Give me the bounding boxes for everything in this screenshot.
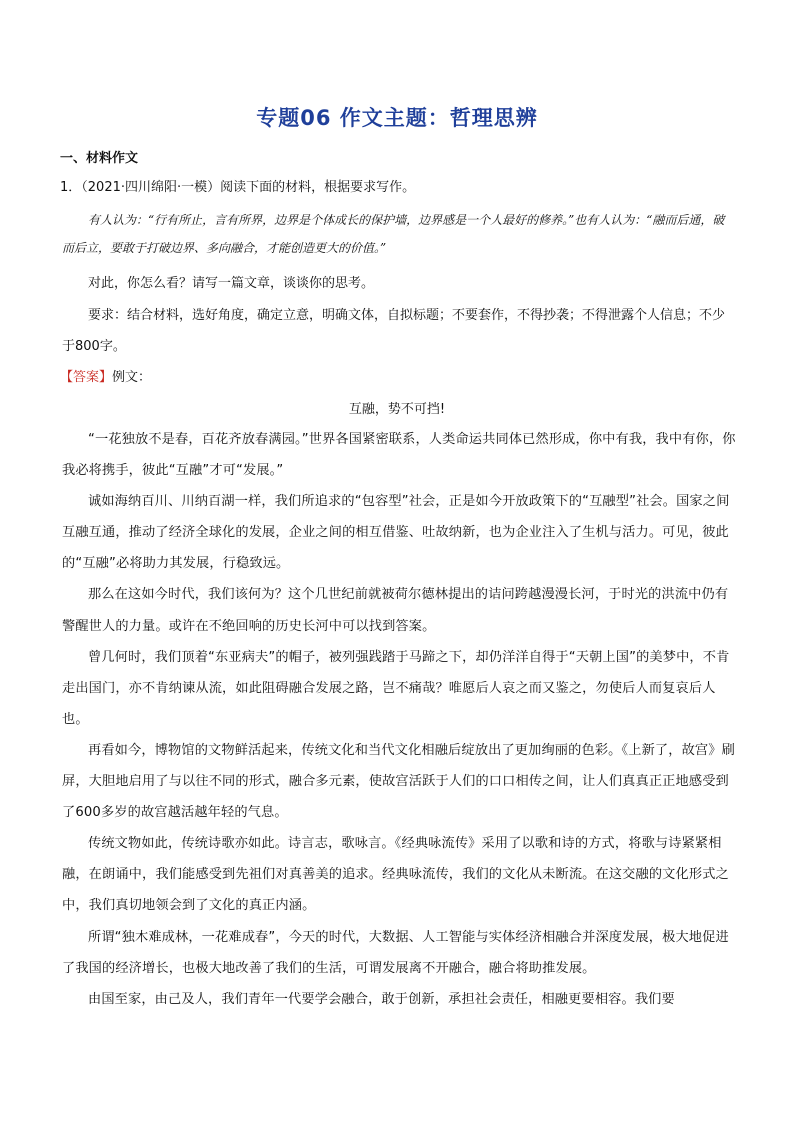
- answer-line: [60, 366, 151, 385]
- essay-title: 互融，势不可挡!: [348, 402, 446, 417]
- essay-paragraph: 那么在这如今时代，我们该何为？这个几世纪前就被荷尔德林提出的诘问跨越漫漫长河，于时光的洪流中仍有警醒世人的力量。或许在不绝回响的历史长河中可以找到答案。: [62, 587, 729, 634]
- answer-label: 例文：: [112, 370, 152, 385]
- material-quote: 有人认为：“行有所止，言有所界，边界是个体成长的保护墙，边界感是一个人最好的修养。”也有人认为：“融而后通，破而后立，要敢于打破边界、多向融合，才能创造更大的价值。”: [62, 213, 725, 255]
- essay-paragraph: “一花独放不是春，百花齐放春满园。”世界各国紧密联系，人类命运共同体已然形成，你中有我，我中有你，你我必将携手，彼此“互融”才可“发展。”: [62, 432, 736, 479]
- essay-paragraph: 诚如海纳百川、川纳百湖一样，我们所追求的“包容型”社会，正是如今开放政策下的“互融型”社会。国家之间互融互通，推动了经济全球化的发展，企业之间的相互借鉴、吐故纳新，也为企业注入了生机与活力。可见，彼此的“互融”必将助力其发展，行稳致远。: [62, 494, 730, 572]
- page-title: 专题06 作文主题：哲理思辨: [256, 106, 538, 130]
- essay-paragraph: 由国至家，由己及人，我们青年一代要学会融合，敢于创新，承担社会责任，相融更要相容。我们要: [88, 991, 675, 1007]
- essay-paragraph: 传统文物如此，传统诗歌亦如此。诗言志，歌咏言。《经典咏流传》采用了以歌和诗的方式，将歌与诗紧紧相融，在朗诵中，我们能感受到先祖们对真善美的追求。经典咏流传，我们的文化从未断流。在这交融的文化形式之中，我们真切地领会到了文化的真正内涵。: [62, 836, 729, 914]
- question-stem: 1．（2021·四川绵阳·一模）阅读下面的材料，根据要求写作。: [60, 180, 416, 195]
- essay-paragraph: 所谓“独木难成林，一花难成春”，今天的时代，大数据、人工智能与实体经济相融合并深度发展，极大地促进了我国的经济增长，也极大地改善了我们的生活，可谓发展离不开融合，融合将助推发展。: [62, 929, 729, 976]
- essay-paragraph: 曾几何时，我们顶着“东亚病夫”的帽子，被列强践踏于马蹄之下，却仍洋洋自得于“天朝上国”的美梦中，不肯走出国门，亦不肯纳谏从流，如此阻碍融合发展之路，岂不痛哉？唯愿后人哀之而又鉴之，勿使后人而复哀后人也。: [62, 649, 730, 727]
- prompt-text: 对此，你怎么看？请写一篇文章，谈谈你的思考。: [88, 276, 375, 291]
- requirement-text: 要求：结合材料，选好角度，确定立意，明确文体，自拟标题；不要套作，不得抄袭；不得泄露个人信息；不少于800字。: [62, 308, 726, 354]
- answer-tag: 【答案】: [60, 370, 113, 385]
- essay-paragraph: 再看如今，博物馆的文物鲜活起来，传统文化和当代文化相融后绽放出了更加绚丽的色彩。《上新了，故宫》刷屏，大胆地启用了与以往不同的形式，融合多元素，使故宫活跃于人们的口口相传之间，让人们真真正正地感受到了600多岁的故宫越活越年轻的气息。: [62, 742, 735, 821]
- section-heading: 一、材料作文: [60, 151, 139, 166]
- essay-body: [62, 424, 736, 1015]
